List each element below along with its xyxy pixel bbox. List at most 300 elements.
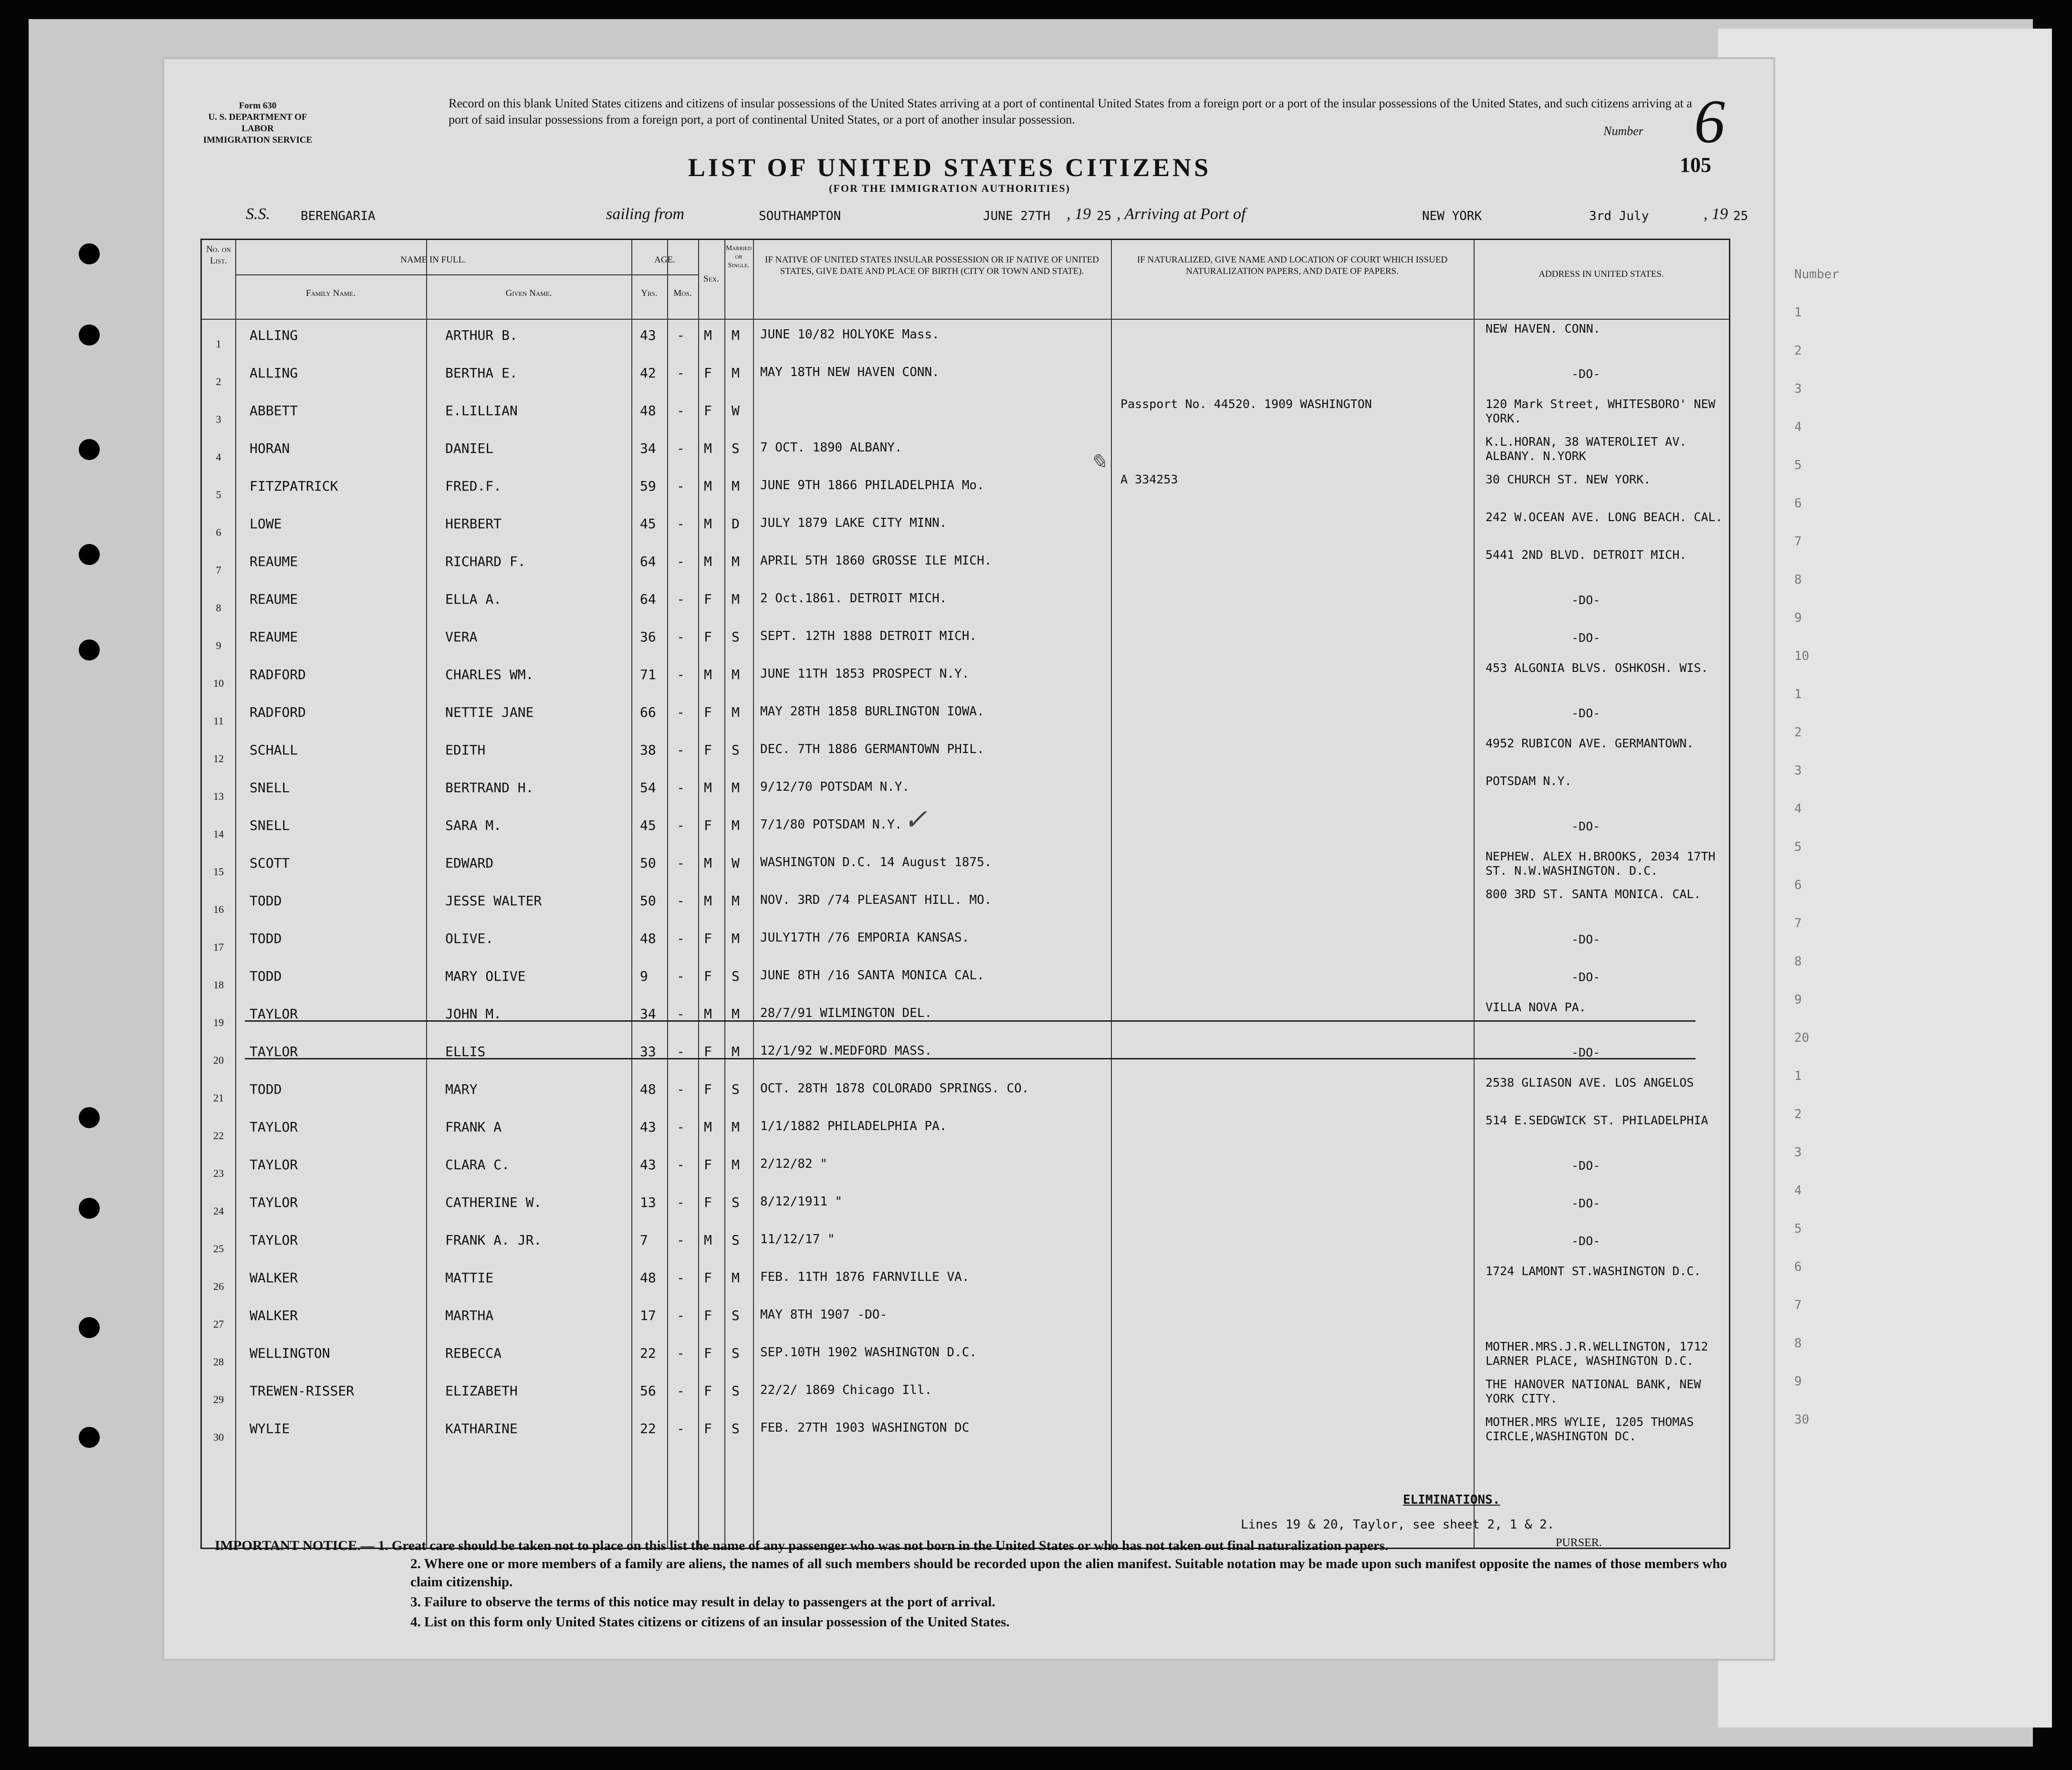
marital-status: M: [732, 893, 740, 909]
table-row: [202, 583, 1729, 620]
age-months: -: [677, 1194, 685, 1210]
birth-info: JUNE 10/82 HOLYOKE Mass.: [760, 327, 940, 342]
sex: M: [704, 554, 712, 569]
handwritten-note: ✎: [1089, 450, 1107, 474]
table-row: [202, 1261, 1729, 1299]
marital-status: S: [732, 1421, 740, 1436]
col-given-name: Given Name.: [505, 288, 552, 298]
age-years: 71: [640, 667, 656, 682]
given-name: KATHARINE: [445, 1421, 518, 1436]
table-row: [202, 507, 1729, 545]
table-row: [202, 1337, 1729, 1374]
underlying-number: 30: [1794, 1413, 1810, 1427]
underlying-number: 4: [1794, 420, 1802, 434]
line-number: 19: [213, 1016, 224, 1028]
birth-info: MAY 8TH 1907 -DO-: [760, 1308, 888, 1322]
sailing-label: sailing from: [606, 205, 685, 223]
age-months: -: [677, 1044, 685, 1059]
birth-info: JUNE 11TH 1853 PROSPECT N.Y.: [760, 667, 970, 681]
family-name: RADFORD: [250, 704, 306, 720]
address: 4952 RUBICON AVE. GERMANTOWN.: [1486, 736, 1694, 750]
age-years: 34: [640, 1006, 656, 1022]
marital-status: M: [732, 1044, 740, 1059]
age-months: -: [677, 1270, 685, 1286]
address: -DO-: [1571, 932, 1601, 946]
manifest-sheet: [162, 57, 1775, 1661]
age-years: 48: [640, 931, 656, 946]
notice-lead: IMPORTANT NOTICE.—: [215, 1538, 375, 1553]
punch-hole: [79, 1107, 100, 1128]
port-from: SOUTHAMPTON: [759, 209, 841, 223]
underlying-number: 2: [1794, 725, 1802, 740]
age-months: -: [677, 780, 685, 796]
address: -DO-: [1571, 367, 1601, 381]
sex: F: [704, 1421, 712, 1436]
table-row: [202, 1110, 1729, 1148]
address: 453 ALGONIA BLVS. OSHKOSH. WIS.: [1486, 661, 1708, 675]
age-years: 43: [640, 1157, 656, 1173]
address: -DO-: [1571, 1196, 1601, 1210]
underlying-number: 7: [1794, 916, 1802, 931]
age-years: 36: [640, 629, 656, 645]
family-name: SNELL: [250, 780, 290, 796]
sex: F: [704, 817, 712, 833]
page-number: 105: [1680, 153, 1711, 177]
family-name: TODD: [250, 1081, 282, 1097]
line-number: 1: [216, 338, 221, 350]
notice-item: 4. List on this form only United States citizens or citizens of an insular possession of the United States.: [410, 1614, 1010, 1630]
birth-info: 7 OCT. 1890 ALBANY.: [760, 440, 902, 455]
marital-status: W: [732, 403, 740, 419]
age-years: 50: [640, 855, 656, 871]
family-name: SCOTT: [250, 855, 290, 871]
given-name: DANIEL: [445, 440, 494, 456]
address: 2538 GLIASON AVE. LOS ANGELOS: [1486, 1076, 1694, 1089]
age-years: 48: [640, 403, 656, 419]
birth-info: 9/12/70 POTSDAM N.Y.: [760, 780, 910, 794]
ship-name: BERENGARIA: [301, 209, 376, 223]
birth-info: SEPT. 12TH 1888 DETROIT MICH.: [760, 629, 977, 643]
col-sex: Sex.: [703, 274, 719, 284]
table-row: [202, 1224, 1729, 1261]
line-number: 24: [213, 1205, 224, 1217]
table-row: [202, 922, 1729, 960]
line-number: 23: [213, 1167, 224, 1179]
line-number: 12: [213, 753, 224, 765]
marital-status: M: [732, 365, 740, 381]
line-number: 14: [213, 828, 224, 840]
marital-status: S: [732, 742, 740, 758]
birth-info: SEP.10TH 1902 WASHINGTON D.C.: [760, 1345, 977, 1360]
underlying-number-column: [1794, 267, 2042, 1508]
birth-info: FEB. 11TH 1876 FARNVILLE VA.: [760, 1270, 970, 1284]
punch-hole: [79, 243, 100, 264]
age-months: -: [677, 704, 685, 720]
age-months: -: [677, 1157, 685, 1173]
marital-status: M: [732, 704, 740, 720]
age-months: -: [677, 1006, 685, 1022]
underlying-number: 4: [1794, 802, 1802, 816]
marital-status: S: [732, 1308, 740, 1323]
table-row: [202, 960, 1729, 997]
family-name: TODD: [250, 893, 282, 909]
family-name: TAYLOR: [250, 1119, 298, 1135]
age-years: 59: [640, 478, 656, 494]
underlying-number: 8: [1794, 954, 1802, 969]
marital-status: M: [732, 591, 740, 607]
given-name: E.LILLIAN: [445, 403, 518, 419]
col-mos: Mos.: [673, 288, 692, 298]
birth-info: 28/7/91 WILMINGTON DEL.: [760, 1006, 932, 1020]
family-name: HORAN: [250, 440, 290, 456]
underlying-number: 6: [1794, 496, 1802, 511]
sex: M: [704, 855, 712, 871]
line-number: 18: [213, 979, 224, 991]
table-row: [202, 884, 1729, 922]
notice-item: 3. Failure to observe the terms of this notice may result in delay to passengers at the port of arrival.: [410, 1594, 995, 1610]
family-name: WALKER: [250, 1308, 298, 1323]
underlying-number: 5: [1794, 1222, 1802, 1236]
age-months: -: [677, 516, 685, 532]
underlying-number: 6: [1794, 1260, 1802, 1274]
given-name: ELIZABETH: [445, 1383, 518, 1399]
table-row: [202, 545, 1729, 583]
form-subtitle: (FOR THE IMMIGRATION AUTHORITIES): [829, 182, 1070, 194]
year-prefix-2: , 19: [1704, 205, 1728, 223]
underlying-number: 5: [1794, 840, 1802, 854]
address: MOTHER.MRS WYLIE, 1205 THOMAS CIRCLE,WASHINGTON DC.: [1486, 1415, 1694, 1443]
sex: M: [704, 667, 712, 682]
marital-status: M: [732, 1270, 740, 1286]
col-yrs: Yrs.: [641, 288, 658, 298]
given-name: CATHERINE W.: [445, 1194, 542, 1210]
col-married: Married or Single.: [725, 244, 752, 269]
address: -DO-: [1571, 706, 1601, 720]
family-name: TODD: [250, 968, 282, 984]
marital-status: M: [732, 478, 740, 494]
sex: M: [704, 1119, 712, 1135]
age-months: -: [677, 478, 685, 494]
age-months: -: [677, 931, 685, 946]
sex: F: [704, 704, 712, 720]
sex: M: [704, 1006, 712, 1022]
marital-status: M: [732, 667, 740, 682]
birth-info: 2 Oct.1861. DETROIT MICH.: [760, 591, 947, 606]
address: THE HANOVER NATIONAL BANK, NEW YORK CITY.: [1486, 1377, 1701, 1405]
family-name: ALLING: [250, 327, 298, 343]
address: MOTHER.MRS.J.R.WELLINGTON, 1712 LARNER PLACE, WASHINGTON D.C.: [1486, 1340, 1708, 1368]
birth-info: JULY17TH /76 EMPORIA KANSAS.: [760, 931, 970, 945]
table-row: [202, 1148, 1729, 1186]
sex: F: [704, 931, 712, 946]
family-name: ABBETT: [250, 403, 298, 419]
year-arrived: 25: [1733, 209, 1748, 223]
marital-status: W: [732, 855, 740, 871]
address: -DO-: [1571, 970, 1601, 984]
given-name: JESSE WALTER: [445, 893, 542, 909]
birth-info: 7/1/80 POTSDAM N.Y.: [760, 817, 902, 832]
underlying-number: 8: [1794, 573, 1802, 587]
birth-info: APRIL 5TH 1860 GROSSE ILE MICH.: [760, 554, 992, 568]
eliminations-text: Lines 19 & 20, Taylor, see sheet 2, 1 & 2.: [1241, 1518, 1555, 1532]
age-months: -: [677, 1308, 685, 1323]
year-sailed: 25: [1097, 209, 1112, 223]
family-name: RADFORD: [250, 667, 306, 682]
birth-info: MAY 18TH NEW HAVEN CONN.: [760, 365, 940, 379]
sex: M: [704, 1232, 712, 1248]
sex: M: [704, 893, 712, 909]
table-row: [202, 1412, 1729, 1450]
age-months: -: [677, 1383, 685, 1399]
underlying-number: 20: [1794, 1031, 1810, 1045]
given-name: REBECCA: [445, 1345, 502, 1361]
underlying-number: 3: [1794, 382, 1802, 396]
line-number: 27: [213, 1318, 224, 1330]
sex: F: [704, 742, 712, 758]
family-name: WALKER: [250, 1270, 298, 1286]
address: -DO-: [1571, 593, 1601, 607]
underlying-number: 9: [1794, 993, 1802, 1007]
passenger-table: [200, 239, 1730, 1549]
line-number: 16: [213, 903, 224, 915]
underlying-number: 9: [1794, 611, 1802, 625]
punch-hole: [79, 544, 100, 565]
underlying-number: 5: [1794, 458, 1802, 472]
given-name: RICHARD F.: [445, 554, 526, 569]
form-number: Form 630: [239, 101, 277, 111]
marital-status: M: [732, 817, 740, 833]
given-name: JOHN M.: [445, 1006, 502, 1022]
given-name: NETTIE JANE: [445, 704, 534, 720]
age-months: -: [677, 1081, 685, 1097]
age-years: 17: [640, 1308, 656, 1323]
line-number: 10: [213, 677, 224, 689]
arriving-label: , Arriving at Port of: [1117, 205, 1246, 223]
age-months: -: [677, 365, 685, 381]
birth-info: NOV. 3RD /74 PLEASANT HILL. MO.: [760, 893, 992, 907]
sex: F: [704, 968, 712, 984]
given-name: EDWARD: [445, 855, 494, 871]
sex: F: [704, 365, 712, 381]
address: NEPHEW. ALEX H.BROOKS, 2034 17TH ST. N.W.WASHINGTON. D.C.: [1486, 849, 1716, 878]
age-months: -: [677, 667, 685, 682]
address: 120 Mark Street, WHITESBORO' NEW YORK.: [1486, 397, 1716, 425]
age-years: 34: [640, 440, 656, 456]
age-months: -: [677, 629, 685, 645]
family-name: SCHALL: [250, 742, 298, 758]
sex: F: [704, 1270, 712, 1286]
address: K.L.HORAN, 38 WATEROLIET AV. ALBANY. N.YORK: [1486, 435, 1687, 463]
underlying-number: 9: [1794, 1374, 1802, 1389]
notice-item: 2. Where one or more members of a family are aliens, the names of all such members should be recorded upon the alien manifest. Suitable notation may be made upon such manifest opposite the names of those members who claim citizenship.: [410, 1556, 1727, 1590]
age-years: 48: [640, 1270, 656, 1286]
family-name: TAYLOR: [250, 1232, 298, 1248]
table-row: [202, 847, 1729, 884]
strikethrough-line: [245, 1058, 1695, 1059]
line-number: 25: [213, 1243, 224, 1255]
sex: M: [704, 478, 712, 494]
age-months: -: [677, 968, 685, 984]
family-name: TAYLOR: [250, 1006, 298, 1022]
birth-info: OCT. 28TH 1878 COLORADO SPRINGS. CO.: [760, 1081, 1029, 1096]
age-years: 13: [640, 1194, 656, 1210]
marital-status: M: [732, 931, 740, 946]
underlying-number: 6: [1794, 878, 1802, 892]
underlying-number: 2: [1794, 1107, 1802, 1121]
punch-hole: [79, 1427, 100, 1448]
age-months: -: [677, 855, 685, 871]
table-row: [202, 319, 1729, 356]
sex: M: [704, 440, 712, 456]
given-name: VERA: [445, 629, 478, 645]
birth-info: MAY 28TH 1858 BURLINGTON IOWA.: [760, 704, 984, 719]
date-sailed: JUNE 27TH: [983, 209, 1050, 223]
family-name: SNELL: [250, 817, 290, 833]
marital-status: M: [732, 327, 740, 343]
table-row: [202, 809, 1729, 847]
table-row: [202, 696, 1729, 733]
col-family-name: Family Name.: [306, 288, 356, 298]
col-address: ADDRESS IN UNITED STATES.: [1538, 269, 1664, 279]
marital-status: S: [732, 968, 740, 984]
sex: F: [704, 1194, 712, 1210]
given-name: SARA M.: [445, 817, 502, 833]
age-years: 7: [640, 1232, 648, 1248]
family-name: TAYLOR: [250, 1044, 298, 1059]
marital-status: S: [732, 1232, 740, 1248]
birth-info: WASHINGTON D.C. 14 August 1875.: [760, 855, 992, 869]
naturalization-info: A 334253: [1120, 472, 1178, 486]
line-number: 26: [213, 1280, 224, 1292]
family-name: REAUME: [250, 629, 298, 645]
service-name: IMMIGRATION SERVICE: [203, 135, 313, 145]
given-name: FRED.F.: [445, 478, 502, 494]
sex: F: [704, 1044, 712, 1059]
age-months: -: [677, 1421, 685, 1436]
birth-info: 22/2/ 1869 Chicago Ill.: [760, 1383, 932, 1397]
year-prefix: , 19: [1067, 205, 1091, 223]
given-name: EDITH: [445, 742, 486, 758]
address: 514 E.SEDGWICK ST. PHILADELPHIA: [1486, 1113, 1708, 1127]
given-name: MARTHA: [445, 1308, 494, 1323]
family-name: FITZPATRICK: [250, 478, 338, 494]
birth-info: FEB. 27TH 1903 WASHINGTON DC: [760, 1421, 970, 1435]
col-birth: IF NATIVE OF UNITED STATES INSULAR POSSESSION OR IF NATIVE OF UNITED STATES, GIVE DATE AND PLACE OF BIRTH (CITY OR TOWN AND STATE).: [765, 255, 1099, 276]
address: NEW HAVEN. CONN.: [1486, 322, 1601, 335]
address: 5441 2ND BLVD. DETROIT MICH.: [1486, 548, 1687, 562]
birth-info: DEC. 7TH 1886 GERMANTOWN PHIL.: [760, 742, 984, 756]
family-name: WELLINGTON: [250, 1345, 330, 1361]
underlying-number: 3: [1794, 764, 1802, 778]
age-years: 42: [640, 365, 656, 381]
age-months: -: [677, 1119, 685, 1135]
given-name: ARTHUR B.: [445, 327, 518, 343]
marital-status: M: [732, 1006, 740, 1022]
sex: F: [704, 1383, 712, 1399]
line-number: 11: [213, 715, 224, 727]
port-arrive: NEW YORK: [1422, 209, 1482, 223]
age-years: 45: [640, 817, 656, 833]
sex: F: [704, 591, 712, 607]
sex: F: [704, 403, 712, 419]
birth-info: JUNE 9TH 1866 PHILADELPHIA Mo.: [760, 478, 984, 492]
birth-info: 8/12/1911 ": [760, 1194, 843, 1209]
date-arrived: 3rd July: [1589, 209, 1649, 223]
number-label: Number: [1603, 124, 1643, 138]
line-number: 4: [216, 451, 221, 463]
address: -DO-: [1571, 1046, 1601, 1059]
marital-status: M: [732, 554, 740, 569]
line-number: 15: [213, 866, 224, 878]
form-title: LIST OF UNITED STATES CITIZENS: [688, 153, 1212, 182]
naturalization-info: Passport No. 44520. 1909 WASHINGTON: [1120, 397, 1372, 411]
age-months: -: [677, 1232, 685, 1248]
age-months: -: [677, 591, 685, 607]
family-name: TREWEN-RISSER: [250, 1383, 355, 1399]
underlying-number: 1: [1794, 1069, 1802, 1083]
important-notice: [215, 1537, 1732, 1633]
col-no-on-list: No. on List.: [206, 244, 231, 266]
table-row: [202, 1299, 1729, 1337]
line-number: 13: [213, 790, 224, 802]
age-months: -: [677, 403, 685, 419]
notice-item: 1. Great care should be taken not to place on this list the name of any passenger who was not born in the United States or who has not taken out final naturalization papers.: [377, 1538, 1389, 1553]
form-header: [200, 100, 315, 146]
table-row: [202, 997, 1729, 1035]
age-years: 54: [640, 780, 656, 796]
line-number: 3: [216, 413, 221, 425]
age-months: -: [677, 327, 685, 343]
given-name: MATTIE: [445, 1270, 494, 1286]
table-row: [202, 394, 1729, 432]
address: 30 CHURCH ST. NEW YORK.: [1486, 472, 1651, 486]
marital-status: S: [732, 629, 740, 645]
table-row: [202, 1073, 1729, 1110]
marital-status: S: [732, 1081, 740, 1097]
sex: F: [704, 629, 712, 645]
table-row: [202, 432, 1729, 470]
underlying-number: 7: [1794, 1298, 1802, 1312]
underlying-number: 1: [1794, 687, 1802, 702]
marital-status: M: [732, 780, 740, 796]
family-name: TODD: [250, 931, 282, 946]
given-name: ELLA A.: [445, 591, 502, 607]
age-months: -: [677, 1345, 685, 1361]
age-years: 64: [640, 554, 656, 569]
eliminations-title: ELIMINATIONS.: [1403, 1493, 1500, 1507]
sex: F: [704, 1157, 712, 1173]
line-number: 7: [216, 564, 221, 576]
underlying-number: 1: [1794, 305, 1802, 320]
age-years: 43: [640, 327, 656, 343]
age-years: 64: [640, 591, 656, 607]
address: -DO-: [1571, 631, 1601, 645]
family-name: TAYLOR: [250, 1157, 298, 1173]
sex: M: [704, 780, 712, 796]
age-months: -: [677, 440, 685, 456]
birth-info: JULY 1879 LAKE CITY MINN.: [760, 516, 947, 530]
sex: F: [704, 1308, 712, 1323]
birth-info: 2/12/82 ": [760, 1157, 827, 1171]
family-name: TAYLOR: [250, 1194, 298, 1210]
punch-hole: [79, 325, 100, 346]
family-name: WYLIE: [250, 1421, 290, 1436]
underlying-number: 10: [1794, 649, 1810, 663]
marital-status: S: [732, 1345, 740, 1361]
strikethrough-line: [245, 1020, 1695, 1022]
given-name: OLIVE.: [445, 931, 494, 946]
address: -DO-: [1571, 1159, 1601, 1173]
